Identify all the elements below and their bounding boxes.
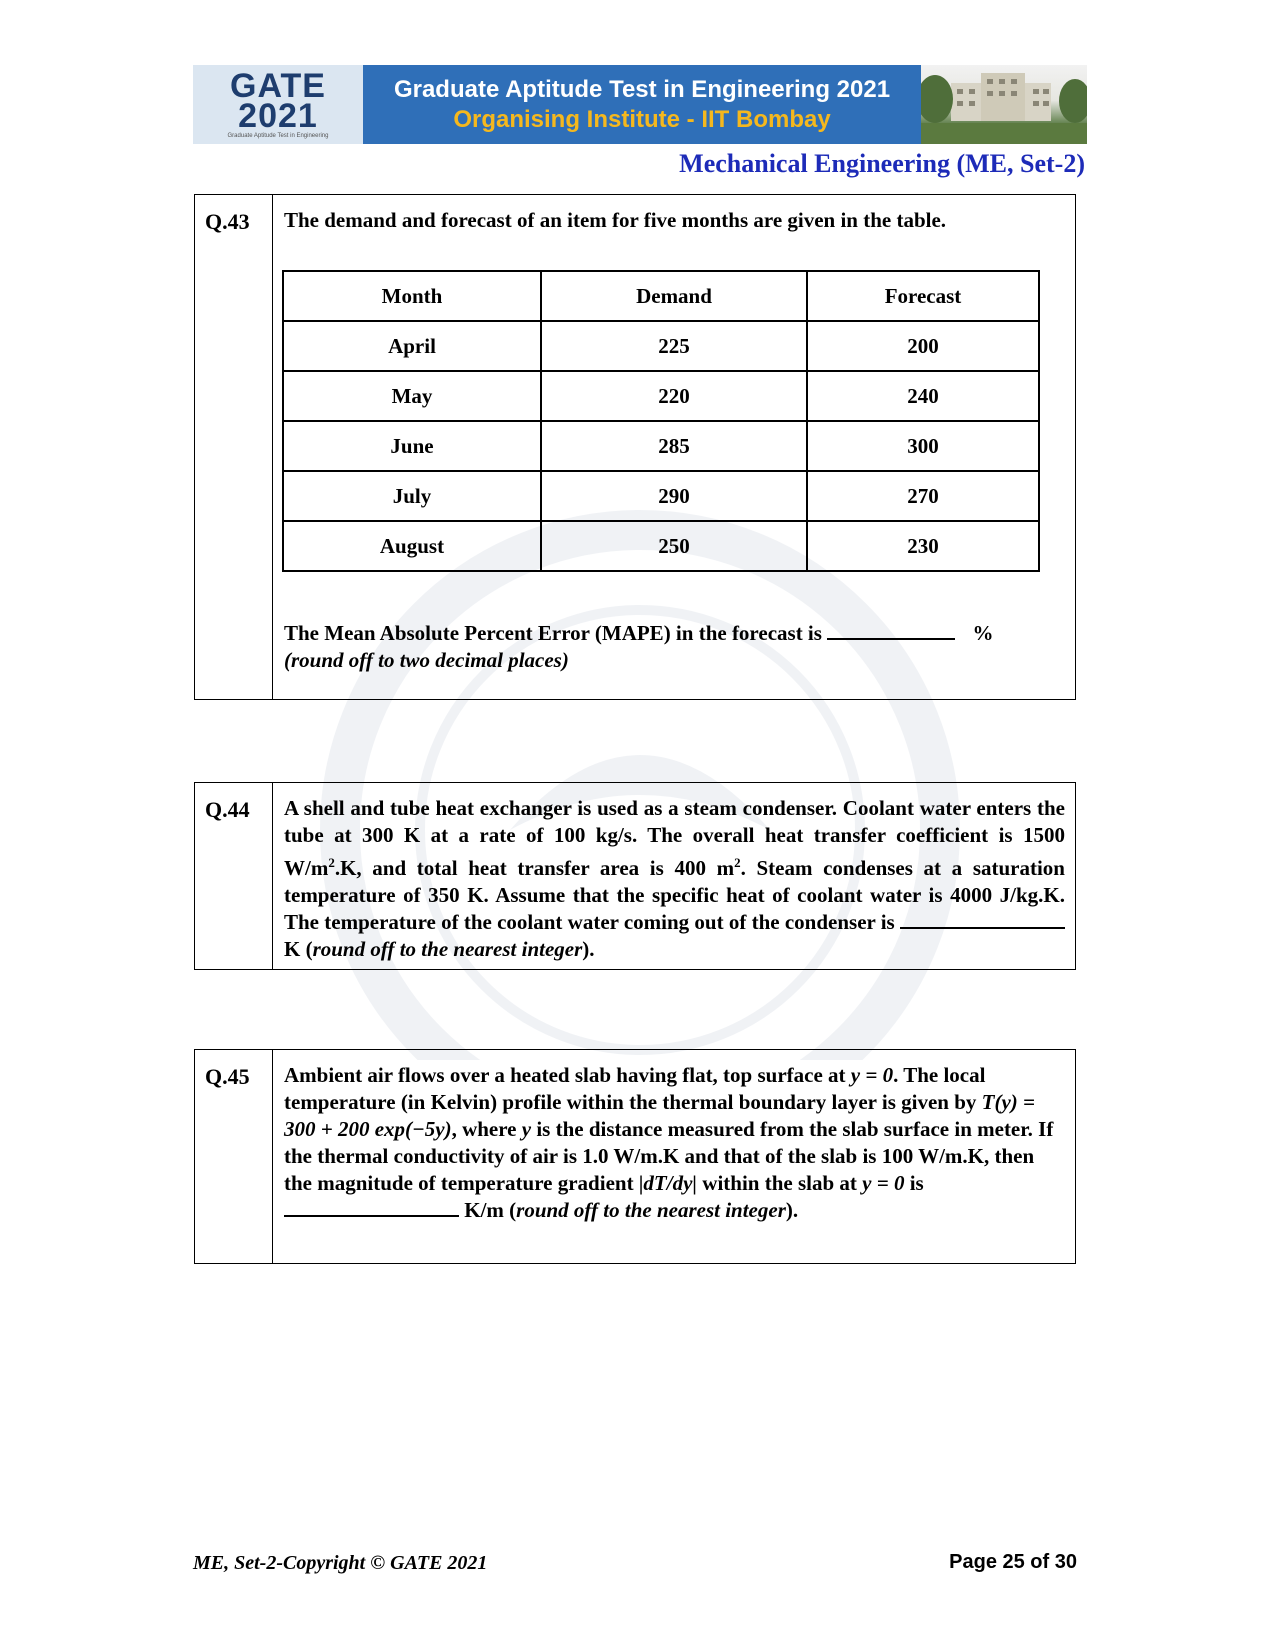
rounding-note: round off to the nearest integer <box>312 937 583 961</box>
month-cell: July <box>283 471 541 521</box>
column-header: Forecast <box>807 271 1039 321</box>
month-cell: May <box>283 371 541 421</box>
question-text: within the slab at <box>697 1171 863 1195</box>
question-45 <box>194 1049 1076 1264</box>
table-row <box>283 471 1039 521</box>
building-icon <box>921 65 1087 144</box>
math-expression: y <box>521 1117 532 1141</box>
logo-tagline: Graduate Aptitude Test in Engineering <box>227 132 329 139</box>
answer-unit: K/m ( <box>464 1198 517 1222</box>
demand-cell: 220 <box>541 371 807 421</box>
question-prompt <box>284 620 1065 647</box>
page-current: 25 <box>1002 1551 1025 1573</box>
question-text: , where <box>451 1117 522 1141</box>
rounding-note: round off to the nearest integer <box>516 1198 786 1222</box>
answer-unit: % <box>972 621 994 645</box>
math-expression: T(y) = 300 + 200 exp(−5y) <box>284 1090 1036 1141</box>
column-header: Month <box>283 271 541 321</box>
closing-paren: ). <box>582 937 595 961</box>
campus-photo <box>921 65 1087 144</box>
demand-cell: 285 <box>541 421 807 471</box>
table-row <box>283 321 1039 371</box>
logo-year-text: 2021 <box>238 96 318 135</box>
month-cell: April <box>283 321 541 371</box>
question-text: . Steam condenses at a saturation temperature of 350 K. Assume that the specific heat of coolant water is 4000 J/kg.K. The temperature of the coolant water coming out of the condenser is <box>284 856 1065 934</box>
question-text: is the distance measured from the slab surface in meter. If the thermal conductivity of air is 1.0 W/m.K and that of the slab is 100 W/m.K, then the magnitude of temperature gradient <box>284 1117 1054 1195</box>
closing-paren: ). <box>785 1198 799 1222</box>
forecast-cell: 240 <box>807 371 1039 421</box>
question-number: Q.44 <box>195 783 273 969</box>
question-43 <box>194 194 1076 700</box>
gate-logo <box>193 65 363 144</box>
question-text: A shell and tube heat exchanger is used as a steam condenser. Coolant water enters the tube at 300 K at a rate of 100 kg/s. The overall heat transfer coefficient is 1500 W/m <box>284 796 1065 880</box>
paper-title: Mechanical Engineering (ME, Set-2) <box>679 149 1085 178</box>
math-expression: |dT/dy| <box>638 1171 698 1195</box>
banner-subtitle: Organising Institute - IIT Bombay <box>453 105 831 133</box>
logo-gate-text: GATE <box>230 66 326 105</box>
page-number <box>949 1551 1077 1574</box>
forecast-cell: 300 <box>807 421 1039 471</box>
question-number: Q.43 <box>195 195 273 699</box>
math-expression: y = 0 <box>862 1171 905 1195</box>
month-cell: June <box>283 421 541 471</box>
superscript: 2 <box>328 855 335 870</box>
month-cell: August <box>283 521 541 571</box>
question-text: is <box>904 1171 924 1195</box>
page-prefix: Page <box>949 1551 1003 1573</box>
forecast-cell: 230 <box>807 521 1039 571</box>
question-text: The Mean Absolute Percent Error (MAPE) in the forecast is <box>284 621 822 645</box>
question-44 <box>194 782 1076 970</box>
demand-cell: 250 <box>541 521 807 571</box>
footer-copyright: ME, Set-2-Copyright © GATE 2021 <box>193 1552 488 1574</box>
page-of: of <box>1024 1551 1055 1573</box>
table-row <box>283 371 1039 421</box>
question-number: Q.45 <box>195 1050 273 1263</box>
table-header-row <box>283 271 1039 321</box>
forecast-cell: 270 <box>807 471 1039 521</box>
banner-title: Graduate Aptitude Test in Engineering 2021 <box>393 75 891 103</box>
math-expression: y = 0 <box>850 1063 894 1087</box>
page-total: 30 <box>1054 1551 1077 1573</box>
column-header: Demand <box>541 271 807 321</box>
answer-blank <box>827 620 955 640</box>
banner-title-box <box>363 65 921 144</box>
rounding-note: (round off to two decimal places) <box>284 648 569 672</box>
answer-unit: K ( <box>284 937 313 961</box>
forecast-cell: 200 <box>807 321 1039 371</box>
demand-cell: 290 <box>541 471 807 521</box>
question-text: . The local temperature (in Kelvin) profile within the thermal boundary layer is given by <box>284 1063 986 1114</box>
header-banner <box>193 65 1087 144</box>
question-body <box>273 1050 1075 1263</box>
table-row <box>283 521 1039 571</box>
demand-forecast-table <box>282 270 1040 572</box>
demand-cell: 225 <box>541 321 807 371</box>
table-row <box>283 421 1039 471</box>
answer-blank <box>284 1197 459 1217</box>
question-intro: The demand and forecast of an item for five months are given in the table. <box>284 208 947 232</box>
superscript: 2 <box>734 855 741 870</box>
question-body <box>273 783 1075 969</box>
question-text: Ambient air flows over a heated slab having flat, top surface at <box>284 1063 851 1087</box>
question-text: .K, and total heat transfer area is 400 m <box>334 856 735 880</box>
answer-blank <box>900 909 1065 929</box>
question-body <box>273 195 1075 699</box>
